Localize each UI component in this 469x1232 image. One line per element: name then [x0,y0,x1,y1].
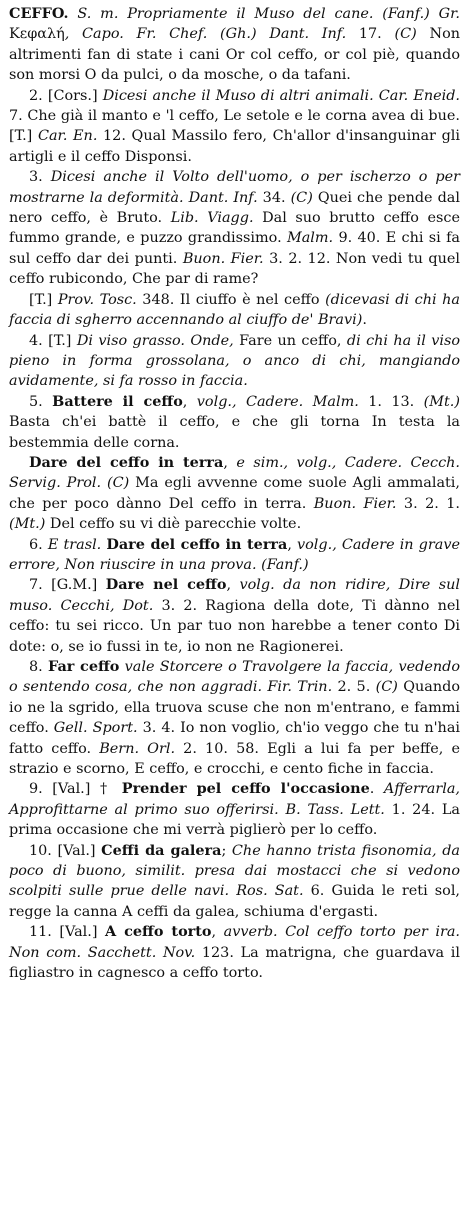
sense-paragraph-10 [9,779,460,840]
sense-paragraph-8 [9,575,460,657]
italic-run: (C) [375,679,398,696]
italic-run: Afferrarla, Approfittarne al primo suo offerirsi. B. Tass. Lett. [9,781,460,818]
italic-run: Gell. Sport. [53,720,138,737]
text-run: , [182,393,197,410]
italic-run: (Mt.) [9,516,46,533]
italic-run: Bern. Orl. [99,740,176,757]
italic-run: volg., Cadere in grave errore, Non riuscire in una prova. (Fanf.) [9,536,460,573]
italic-run: e sim., volg., Cadere. Cecch. Servig. Prol. (C) [9,454,460,492]
text-run: 5. [29,393,53,410]
text-run: 12. Qual Massilo fero, Ch'allor d'insanguinar gli artigli e il ceffo Disponsi. [9,128,460,165]
italic-run: Dicesi anche il Volto dell'uomo, o per ischerzo o per mostrarne la deformità. Dant. Inf. [9,169,460,206]
text-run: 2. 5. [332,679,376,696]
text-run: 123. La matrigna, che guardava il figliastro in cagnesco a ceffo torto. [9,944,460,982]
bold-run: A ceffo torto [105,923,212,941]
italic-run: (C) [290,189,313,206]
text-run: 9. 40. E chi si fa sul ceffo dar dei punti. [9,230,460,267]
text-run: Quando io ne la sgrido, ella truova scuse che non m'entrano, e fammi ceffo. [9,679,460,737]
sense-paragraph-11 [9,841,460,923]
text-run: 1. 13. [358,393,424,410]
text-run: Basta ch'ei battè il ceffo, e che gli torna In testa la bestemmia delle corna. [9,414,460,451]
text-run: 17. [358,26,395,43]
bold-run: Dare nel ceffo [105,576,227,594]
text-run: 6. Guida le reti sol, regge la canna A ceffi da galea, schiuma d'ergasti. [9,883,460,920]
text-run: 2. 10. 58. Egli a lui fa per beffe, e strazio e scorno, E ceffo, e crocchi, e cento fiche in faccia. [9,740,460,778]
bold-run: Ceffi da galera [101,841,222,859]
sense-paragraph-4 [9,331,460,392]
italic-run: S. m. Propriamente il Muso del cane. (Fanf.) Gr. [68,6,460,22]
sense-paragraph-7 [9,535,460,576]
italic-run: Che hanno trista fisonomia, da poco di buono, similit. presa dai mostacci che si vedono scolpiti sulle prue delle navi. Ros. Sat. [9,842,460,900]
text-run: , [211,924,224,941]
italic-run: Di viso grasso. Onde, [76,332,240,349]
sense-paragraph-3 [9,290,460,331]
text-run: 6. [29,536,48,553]
entry-headword-paragraph [9,4,460,86]
italic-run: , Capo. Fr. Chef. (Gh.) Dant. Inf. [64,26,359,43]
text-run: 3. 2. 1. [396,495,460,512]
text-run: 3. 2. Ragiona della dote, Ti dànno nel ceffo: tu sei ricco. Un par tuo non harebbe a tener conto Di dote: o, se io fussi in te, io non ne Ragionerei. [9,597,460,655]
italic-run: avverb. Col ceffo torto per ira. Non com. Sacchett. Nov. [9,924,460,961]
text-run: Κεφαλή [9,26,65,43]
headword: CEFFO. [9,5,69,22]
italic-run: Buon. Fier. [182,250,264,267]
text-run: Non altrimenti fan di state i cani Or col ceffo, or col piè, quando son morsi O da pulci, o da mosche, o da tafani. [9,26,460,84]
dictionary-entry-ceffo [9,4,460,984]
italic-run: Malm. [286,230,334,247]
text-run: Dal suo brutto ceffo esce fummo grande, e puzzo grandissimo. [9,210,460,247]
text-run: 11. [Val.] [29,924,105,941]
text-run: 10. [Val.] [29,842,102,859]
text-run: 348. Il ciuffo è nel ceffo [136,291,326,308]
text-run: , [223,454,237,471]
italic-run: Lib. Viagg. [170,210,254,227]
text-run: . [362,312,367,329]
italic-run: (C) [394,26,417,43]
text-run: 7. [G.M.] [29,577,106,594]
italic-run: Car. En. [37,128,104,145]
text-run: 3. [29,169,51,186]
text-run: Quei che pende dal nero ceffo, è Bruto. [9,189,460,227]
text-run: [T.] [29,291,58,308]
italic-run: Buon. Fier. [313,495,397,512]
italic-run: (dicevasi di chi ha faccia di sgherro accennando al ciuffo de' Bravi) [9,291,460,329]
text-run: 2. [Cors.] [29,87,103,104]
italic-run: Prov. Tosc. [57,291,137,308]
text-run: , [287,536,298,553]
text-run: 7. Che già il manto e 'l ceffo, Le setole e le corna avea di bue. [T.] [9,108,460,145]
italic-run: E trasl. [47,536,107,553]
text-run: 3. 2. 12. Non vedi tu quel ceffo rubicondo, Che par di rame? [9,250,460,288]
text-run: . [369,781,384,798]
italic-run: volg., Cadere. Malm. [196,393,359,410]
italic-run: volg. da non ridire, Dire sul muso. Cecchi, Dot. [9,577,460,614]
text-run: ; [221,842,232,859]
italic-run: (Mt.) [423,393,460,410]
bold-run: Dare del ceffo in terra [106,535,288,553]
italic-run: vale Storcere o Travolgere la faccia, vedendo o sentendo cosa, che non aggradi. Fir. Trin. [9,659,460,696]
sense-paragraph-1 [9,86,460,168]
sense-paragraph-9 [9,657,460,779]
bold-run: Dare del ceffo in terra [29,453,224,471]
italic-run: Dicesi anche il Muso di altri animali. Car. Eneid. [102,87,461,104]
sense-paragraph-12 [9,922,460,983]
text-run: 34. [262,189,291,206]
bold-run: Prender pel ceffo l'occasione [121,780,370,798]
text-run: , [226,577,240,594]
text-run: 4. [T.] [29,332,77,349]
bold-run: Far ceffo [48,658,120,675]
text-run: Ma egli avvenne come suole Agli ammalati, che per poco dànno Del ceffo in terra. [9,475,460,512]
text-run: Del ceffo su vi diè parecchie volte. [45,516,302,533]
text-run: 8. [29,659,49,675]
sense-paragraph-6 [9,453,460,535]
sense-paragraph-5 [9,392,460,453]
italic-run: di chi ha il viso pieno in forma grossolana, o anco di chi, mangiando avidamente, si fa rosso in faccia. [9,332,461,390]
text-run: Fare un ceffo, [239,332,347,349]
text-run: 3. 4. Io non voglio, ch'io veggo che tu n'hai fatto ceffo. [9,720,460,757]
text-run: 9. [Val.] † [29,781,122,798]
bold-run: Battere il ceffo [52,392,183,410]
sense-paragraph-2 [9,167,460,289]
text-run: 1. 24. La prima occasione che mi verrà piglierò per lo ceffo. [9,801,460,839]
